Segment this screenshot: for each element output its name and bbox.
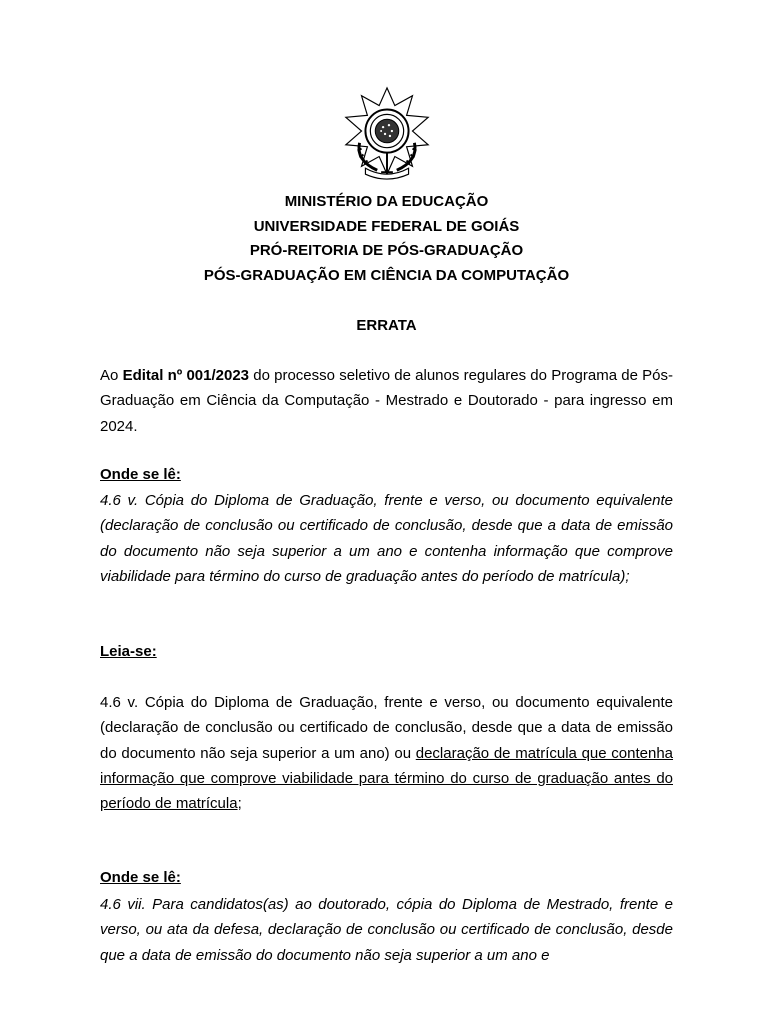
document-header (100, 190, 673, 288)
leia-se-label: Leia-se: (100, 643, 157, 660)
onde-se-le-text-1: 4.6 v. Cópia do Diploma de Graduação, frente e verso, ou documento equivalente (declaração de conclusão ou certificado de conclusão, desde que a data de emissão do documento não seja superior a um ano e contenha informação que comprove viabilidade para término do curso de graduação antes do período de matrícula); (100, 492, 673, 585)
coat-of-arms-seal (338, 84, 436, 182)
edital-reference: Edital nº 001/2023 (122, 367, 250, 384)
leia-se-end: ; (237, 795, 242, 813)
leia-se-underlined: declaração de matrícula que contenha informação que comprove viabilidade para término do curso de graduação antes do período de matrícula (100, 744, 674, 813)
leia-se-text (100, 690, 673, 816)
onde-se-le-label-2: Onde se lê: (100, 869, 181, 886)
intro-rest: do processo seletivo de alunos regulares do Programa de Pós-Graduação em Ciência da Computação - Mestrado e Doutorado - para ingresso em 2024. (100, 367, 674, 435)
intro-prefix: Ao (100, 367, 123, 384)
onde-se-le-text-2: 4.6 vii. Para candidatos(as) ao doutorado, cópia do Diploma de Mestrado, frente e verso, ou ata da defesa, declaração de conclusão ou certificado de conclusão, desde que a data de emissão do documento não seja superior a um ano e (100, 896, 673, 964)
header-university: UNIVERSIDADE FEDERAL DE GOIÁS (253, 217, 520, 235)
leia-se-plain: 4.6 v. Cópia do Diploma de Graduação, frente e verso, ou documento equivalente (declaração de conclusão ou certificado de conclusão, desde que a data de emissão do documento não seja superior a um ano) ou (100, 694, 673, 762)
document-title: ERRATA (356, 317, 417, 334)
onde-se-le-label-1: Onde se lê: (100, 466, 181, 483)
header-program: PÓS-GRADUAÇÃO EM CIÊNCIA DA COMPUTAÇÃO (203, 266, 570, 284)
intro-paragraph (100, 363, 673, 439)
header-ministry: MINISTÉRIO DA EDUCAÇÃO (284, 193, 489, 210)
header-pro-rectorate: PRÓ-REITORIA DE PÓS-GRADUAÇÃO (249, 242, 524, 259)
